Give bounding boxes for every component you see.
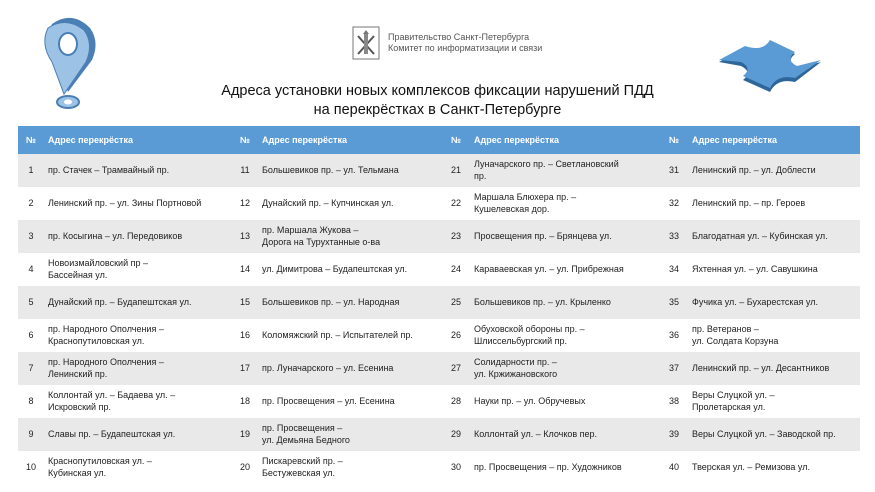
address-line-1: Дунайский пр. – Купчинская ул. — [262, 197, 394, 208]
intersection-address — [44, 418, 232, 451]
intersection-address — [258, 418, 442, 451]
intersection-number: 19 — [232, 418, 258, 451]
address-line-1: пр. Косыгина – ул. Передовиков — [48, 230, 183, 241]
intersection-address — [688, 220, 860, 253]
address-line-1: Ленинский пр. – ул. Зины Портновой — [48, 197, 202, 208]
intersection-address — [258, 187, 442, 220]
address-line-1: пр. Луначарского – ул. Есенина — [262, 362, 394, 373]
intersection-number: 18 — [232, 385, 258, 418]
column-header-number: № — [18, 126, 44, 154]
address-line-1: пр. Народного Ополчения – — [48, 357, 164, 367]
intersection-address — [258, 385, 442, 418]
address-line-1: Маршала Блюхера пр. – — [474, 192, 577, 202]
column-header-number: № — [232, 126, 258, 154]
page-title — [0, 82, 875, 120]
intersection-address — [44, 385, 232, 418]
column-header-number: № — [660, 126, 688, 154]
address-line-1: Ленинский пр. – ул. Десантников — [692, 362, 830, 373]
intersection-number: 35 — [660, 286, 688, 319]
column-header-number: № — [442, 126, 470, 154]
address-line-1: Караваевская ул. – ул. Прибрежная — [474, 263, 624, 274]
intersection-number: 37 — [660, 352, 688, 385]
address-line-1: Обуховской обороны пр. – — [474, 324, 585, 334]
table-row — [18, 352, 860, 385]
intersection-number: 6 — [18, 319, 44, 352]
address-line-1: пр. Просвещения – — [262, 423, 343, 433]
intersection-address — [470, 286, 660, 319]
intersection-number: 21 — [442, 154, 470, 187]
table-row — [18, 286, 860, 319]
table-row — [18, 451, 860, 484]
intersection-address — [258, 286, 442, 319]
intersection-address — [688, 352, 860, 385]
intersection-address — [44, 187, 232, 220]
intersection-number: 26 — [442, 319, 470, 352]
header — [352, 26, 542, 60]
org-line-2: Комитет по информатизации и связи — [388, 43, 543, 53]
intersection-number: 17 — [232, 352, 258, 385]
table-row — [18, 319, 860, 352]
intersection-number: 38 — [660, 385, 688, 418]
address-line-1: пр. Ветеранов – — [692, 324, 759, 334]
intersection-address — [44, 352, 232, 385]
address-line-1: Ленинский пр. – пр. Героев — [692, 197, 806, 208]
intersection-address — [470, 220, 660, 253]
table-row — [18, 187, 860, 220]
intersection-number: 30 — [442, 451, 470, 484]
intersection-number: 7 — [18, 352, 44, 385]
intersection-number: 25 — [442, 286, 470, 319]
intersection-address — [44, 319, 232, 352]
address-line-1: Новоизмайловский пр – — [48, 258, 148, 268]
intersection-address — [688, 385, 860, 418]
intersection-address — [470, 385, 660, 418]
intersection-number: 12 — [232, 187, 258, 220]
intersection-address — [688, 187, 860, 220]
intersection-number: 22 — [442, 187, 470, 220]
intersection-address — [470, 418, 660, 451]
table-row — [18, 385, 860, 418]
intersections-table — [18, 126, 860, 484]
address-line-1: Большевиков пр. – ул. Народная — [262, 296, 400, 307]
column-header-address: Адрес перекрёстка — [470, 126, 660, 154]
address-line-2: Кушелевская дор. — [474, 203, 550, 214]
intersection-number: 34 — [660, 253, 688, 286]
column-header-address: Адрес перекрёстка — [258, 126, 442, 154]
address-line-2: Бассейная ул. — [48, 269, 108, 280]
address-line-1: Дунайский пр. – Будапештская ул. — [48, 296, 192, 307]
city-emblem-icon — [352, 26, 380, 60]
intersection-address — [44, 220, 232, 253]
org-line-1: Правительство Санкт-Петербурга — [388, 32, 530, 42]
intersection-number: 8 — [18, 385, 44, 418]
column-header-address: Адрес перекрёстка — [44, 126, 232, 154]
address-line-1: Коллонтай ул. – Клочков пер. — [474, 428, 598, 439]
address-line-1: Веры Слуцкой ул. – Заводской пр. — [692, 428, 836, 439]
address-line-1: Славы пр. – Будапештская ул. — [48, 428, 176, 439]
intersection-number: 20 — [232, 451, 258, 484]
address-line-1: Большевиков пр. – ул. Крыленко — [474, 296, 611, 307]
address-line-2: пр. — [474, 170, 487, 181]
address-line-2: Бестужевская ул. — [262, 467, 336, 478]
intersection-number: 2 — [18, 187, 44, 220]
address-line-1: Благодатная ул. – Кубинская ул. — [692, 230, 828, 241]
organization-name — [388, 32, 542, 54]
address-line-2: ул. Демьяна Бедного — [262, 434, 350, 445]
intersection-address — [258, 253, 442, 286]
intersection-address — [44, 451, 232, 484]
address-line-1: пр. Маршала Жукова – — [262, 225, 359, 235]
intersection-address — [688, 154, 860, 187]
table-header-row — [18, 126, 860, 154]
address-line-1: Коллонтай ул. – Бадаева ул. – — [48, 390, 176, 400]
intersection-number: 16 — [232, 319, 258, 352]
address-line-2: Пролетарская ул. — [692, 401, 766, 412]
intersection-address — [258, 451, 442, 484]
intersection-number: 10 — [18, 451, 44, 484]
intersection-address — [470, 451, 660, 484]
address-line-1: Яхтенная ул. – ул. Савушкина — [692, 263, 818, 274]
intersection-address — [688, 418, 860, 451]
intersection-number: 23 — [442, 220, 470, 253]
table-row — [18, 154, 860, 187]
intersection-number: 31 — [660, 154, 688, 187]
intersection-number: 11 — [232, 154, 258, 187]
address-line-1: Просвещения пр. – Брянцева ул. — [474, 230, 612, 241]
address-line-1: пр. Народного Ополчения – — [48, 324, 164, 334]
intersection-number: 29 — [442, 418, 470, 451]
address-line-1: Большевиков пр. – ул. Тельмана — [262, 164, 399, 175]
intersection-number: 13 — [232, 220, 258, 253]
address-line-1: Луначарского пр. – Светлановский — [474, 159, 619, 169]
intersection-address — [470, 187, 660, 220]
address-line-1: пр. Просвещения – пр. Художников — [474, 461, 622, 472]
intersection-number: 15 — [232, 286, 258, 319]
intersection-number: 1 — [18, 154, 44, 187]
address-line-1: Солидарности пр. – — [474, 357, 557, 367]
address-line-1: ул. Димитрова – Будапештская ул. — [262, 263, 408, 274]
intersection-number: 24 — [442, 253, 470, 286]
address-line-1: пр. Просвещения – ул. Есенина — [262, 395, 395, 406]
intersection-address — [470, 319, 660, 352]
intersection-number: 28 — [442, 385, 470, 418]
intersection-number: 40 — [660, 451, 688, 484]
table-row — [18, 418, 860, 451]
intersection-number: 27 — [442, 352, 470, 385]
address-line-2: Искровский пр. — [48, 401, 111, 412]
title-line-2: на перекрёстках в Санкт-Петербурге — [313, 102, 562, 118]
address-line-2: Кубинская ул. — [48, 467, 107, 478]
intersection-number: 4 — [18, 253, 44, 286]
intersection-number: 14 — [232, 253, 258, 286]
address-line-1: Веры Слуцкой ул. – — [692, 390, 775, 400]
intersection-address — [470, 253, 660, 286]
intersection-number: 39 — [660, 418, 688, 451]
intersection-number: 3 — [18, 220, 44, 253]
intersection-address — [258, 319, 442, 352]
title-line-1: Адреса установки новых комплексов фиксации нарушений ПДД — [221, 83, 654, 99]
intersection-number: 36 — [660, 319, 688, 352]
intersection-address — [258, 220, 442, 253]
address-line-2: Дорога на Турухтанные о-ва — [262, 236, 381, 247]
address-line-2: ул. Кржижановского — [474, 368, 558, 379]
address-line-1: Тверская ул. – Ремизова ул. — [692, 461, 810, 472]
intersection-address — [688, 451, 860, 484]
address-line-2: Ленинский пр. — [48, 368, 108, 379]
address-line-2: Краснопутиловская ул. — [48, 335, 145, 346]
address-line-1: Коломяжский пр. – Испытателей пр. — [262, 329, 413, 340]
address-line-2: Шлиссельбургский пр. — [474, 335, 567, 346]
table-row — [18, 220, 860, 253]
address-line-1: Науки пр. – ул. Обручевых — [474, 395, 586, 406]
intersection-address — [44, 154, 232, 187]
intersection-address — [688, 286, 860, 319]
intersection-address — [44, 253, 232, 286]
address-line-1: пр. Стачек – Трамвайный пр. — [48, 164, 170, 175]
intersection-number: 33 — [660, 220, 688, 253]
intersection-address — [258, 154, 442, 187]
intersection-address — [688, 253, 860, 286]
column-header-address: Адрес перекрёстка — [688, 126, 860, 154]
table-body — [18, 154, 860, 484]
address-line-1: Краснопутиловская ул. – — [48, 456, 152, 466]
address-line-1: Ленинский пр. – ул. Доблести — [692, 164, 816, 175]
address-line-1: Пискаревский пр. – — [262, 456, 343, 466]
address-line-2: ул. Солдата Корзуна — [692, 335, 779, 346]
intersection-number: 9 — [18, 418, 44, 451]
intersection-number: 32 — [660, 187, 688, 220]
table-row — [18, 253, 860, 286]
intersection-address — [470, 352, 660, 385]
intersection-address — [258, 352, 442, 385]
intersection-number: 5 — [18, 286, 44, 319]
address-line-1: Фучика ул. – Бухарестская ул. — [692, 296, 818, 307]
intersection-address — [470, 154, 660, 187]
intersection-address — [44, 286, 232, 319]
intersection-address — [688, 319, 860, 352]
